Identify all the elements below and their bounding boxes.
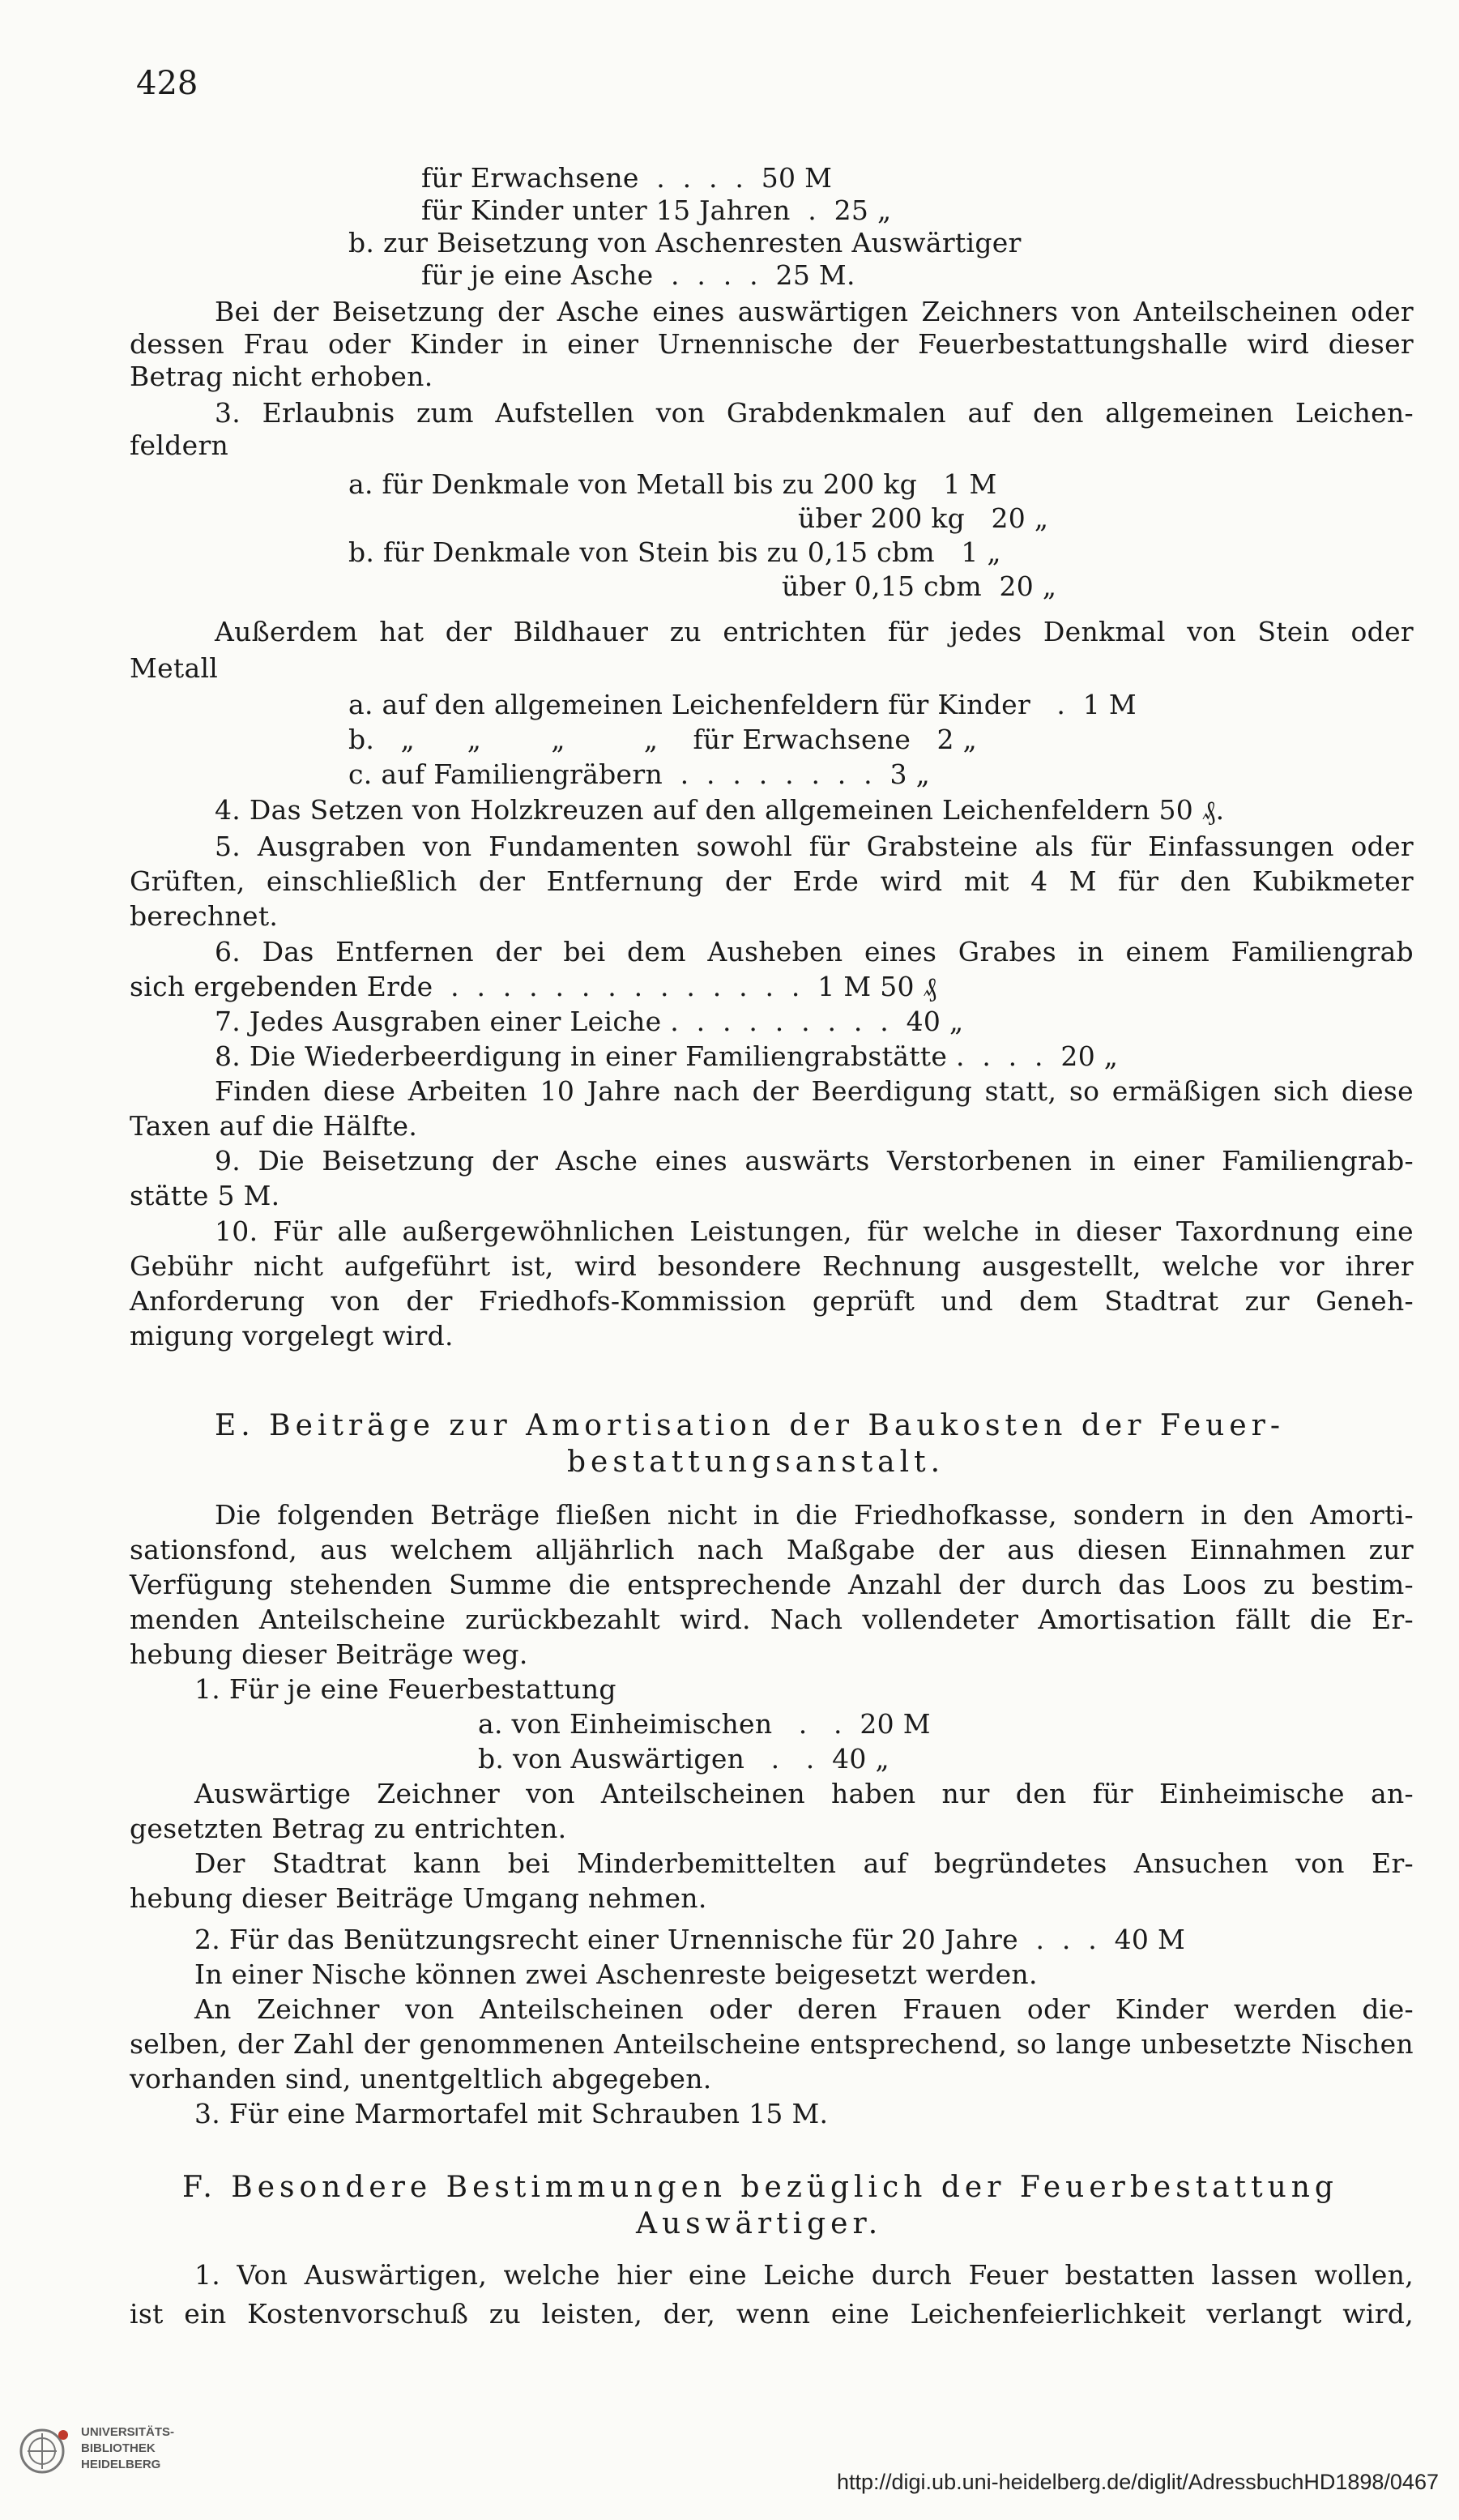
text-line: hebung dieser Beiträge weg.: [130, 1638, 528, 1670]
text-line: 1. Von Auswärtigen, welche hier eine Leiche durch Feuer bestatten lassen wollen,: [194, 2259, 1414, 2291]
logo-line-2: BIBLIOTHEK: [81, 2441, 156, 2455]
text-line: b. zur Beisetzung von Aschenresten Auswärtiger: [348, 227, 1022, 258]
text-line: Gebühr nicht aufgeführt ist, wird besondere Rechnung ausgestellt, welche vor ihrer: [130, 1250, 1414, 1282]
text-line: 7. Jedes Ausgraben einer Leiche . . . . . . . . . 40 „: [215, 1006, 964, 1037]
text-line: 10. Für alle außergewöhnlichen Leistungen, für welche in dieser Taxordnung eine: [215, 1215, 1414, 1247]
source-url-link[interactable]: http://digi.ub.uni-heidelberg.de/diglit/AdressbuchHD1898/0467: [836, 2470, 1439, 2494]
text-line: b. „ „ „ „ für Erwachsene 2 „: [348, 724, 978, 755]
text-line: Bei der Beisetzung der Asche eines auswärtigen Zeichners von Anteilscheinen oder: [215, 296, 1414, 327]
text-line: migung vorgelegt wird.: [130, 1320, 454, 1352]
text-line: Finden diese Arbeiten 10 Jahre nach der Beerdigung statt, so ermäßigen sich diese: [215, 1075, 1414, 1107]
section-heading: E. Beiträge zur Amortisation der Baukosten der Feuer-: [215, 1409, 1286, 1442]
text-line: In einer Nische können zwei Aschenreste beigesetzt werden.: [194, 1958, 1038, 1990]
text-line: a. von Einheimischen . . 20 M: [478, 1708, 931, 1740]
text-line: hebung dieser Beiträge Umgang nehmen.: [130, 1882, 707, 1914]
text-line: Grüften, einschließlich der Entfernung der Erde wird mit 4 M für den Kubikmeter: [130, 865, 1414, 897]
text-line: b. von Auswärtigen . . 40 „: [478, 1743, 889, 1775]
text-line: stätte 5 M.: [130, 1180, 280, 1211]
university-seal-icon: [18, 2419, 75, 2484]
text-line: Betrag nicht erhoben.: [130, 361, 433, 392]
text-line: Metall: [130, 652, 219, 684]
text-line: 5. Ausgraben von Fundamenten sowohl für Grabsteine als für Einfassungen oder: [215, 831, 1414, 862]
text-line: feldern: [130, 429, 229, 461]
text-line: für je eine Asche . . . . 25 M.: [421, 259, 855, 291]
text-line: a. für Denkmale von Metall bis zu 200 kg 1 M: [348, 468, 997, 500]
text-line: 2. Für das Benützungsrecht einer Urnennische für 20 Jahre . . . 40 M: [194, 1924, 1186, 1955]
text-line: über 200 kg 20 „: [798, 502, 1049, 534]
text-line: vorhanden sind, unentgeltlich abgegeben.: [130, 2063, 712, 2095]
text-line: Verfügung stehenden Summe die entsprechende Anzahl der durch das Loos zu bestim-: [130, 1569, 1414, 1600]
text-line: An Zeichner von Anteilscheinen oder deren Frauen oder Kinder werden die-: [194, 1993, 1414, 2025]
text-line: berechnet.: [130, 900, 279, 932]
section-heading: F. Besondere Bestimmungen bezüglich der Feuerbestattung: [182, 2171, 1338, 2204]
text-line: Anforderung von der Friedhofs-Kommission geprüft und dem Stadtrat zur Geneh-: [130, 1285, 1414, 1317]
text-line: für Kinder unter 15 Jahren . 25 „: [421, 194, 892, 226]
section-heading: bestattungsanstalt.: [567, 1446, 945, 1479]
logo-line-1: UNIVERSITÄTS-: [81, 2425, 175, 2439]
text-line: Taxen auf die Hälfte.: [130, 1110, 418, 1142]
text-line: Außerdem hat der Bildhauer zu entrichten für jedes Denkmal von Stein oder: [215, 616, 1414, 647]
text-line: 1. Für je eine Feuerbestattung: [194, 1673, 616, 1705]
text-line: für Erwachsene . . . . 50 M: [421, 162, 833, 194]
text-line: 4. Das Setzen von Holzkreuzen auf den allgemeinen Leichenfeldern 50 ₰.: [215, 794, 1225, 826]
text-line: 3. Erlaubnis zum Aufstellen von Grabdenkmalen auf den allgemeinen Leichen-: [215, 397, 1414, 429]
text-line: 3. Für eine Marmortafel mit Schrauben 15 M.: [194, 2098, 829, 2129]
text-line: über 0,15 cbm 20 „: [782, 570, 1057, 602]
logo-line-3: HEIDELBERG: [81, 2458, 161, 2471]
text-line: ist ein Kostenvorschuß zu leisten, der, wenn eine Leichenfeierlichkeit verlangt wird,: [130, 2298, 1414, 2330]
text-line: a. auf den allgemeinen Leichenfeldern für Kinder . 1 M: [348, 689, 1137, 720]
text-line: 9. Die Beisetzung der Asche eines auswärts Verstorbenen in einer Familiengrab-: [215, 1145, 1414, 1177]
text-line: 8. Die Wiederbeerdigung in einer Familiengrabstätte . . . . 20 „: [215, 1040, 1119, 1072]
text-line: selben, der Zahl der genommenen Anteilscheine entsprechend, so lange unbesetzte Nischen: [130, 2028, 1414, 2060]
text-line: 6. Das Entfernen der bei dem Ausheben eines Grabes in einem Familiengrab: [215, 936, 1414, 967]
page-number: 428: [136, 65, 198, 102]
text-line: dessen Frau oder Kinder in einer Urnennische der Feuerbestattungshalle wird dieser: [130, 328, 1414, 360]
section-heading: Auswärtiger.: [636, 2207, 883, 2240]
library-logo[interactable]: [18, 2419, 196, 2484]
text-line: Auswärtige Zeichner von Anteilscheinen haben nur den für Einheimische an-: [194, 1778, 1414, 1809]
text-line: c. auf Familiengräbern . . . . . . . . 3 „: [348, 758, 931, 790]
text-line: sationsfond, aus welchem alljährlich nach Maßgabe der aus diesen Einnahmen zur: [130, 1534, 1414, 1565]
text-line: menden Anteilscheine zurückbezahlt wird. Nach vollendeter Amortisation fällt die Er-: [130, 1604, 1414, 1635]
text-line: b. für Denkmale von Stein bis zu 0,15 cbm 1 „: [348, 536, 1001, 568]
text-line: gesetzten Betrag zu entrichten.: [130, 1813, 567, 1844]
text-line: Die folgenden Beträge fließen nicht in die Friedhofkasse, sondern in den Amorti-: [215, 1499, 1414, 1531]
text-line: sich ergebenden Erde . . . . . . . . . . . . . . 1 M 50 ₰: [130, 971, 937, 1002]
text-line: Der Stadtrat kann bei Minderbemittelten auf begründetes Ansuchen von Er-: [194, 1847, 1414, 1879]
